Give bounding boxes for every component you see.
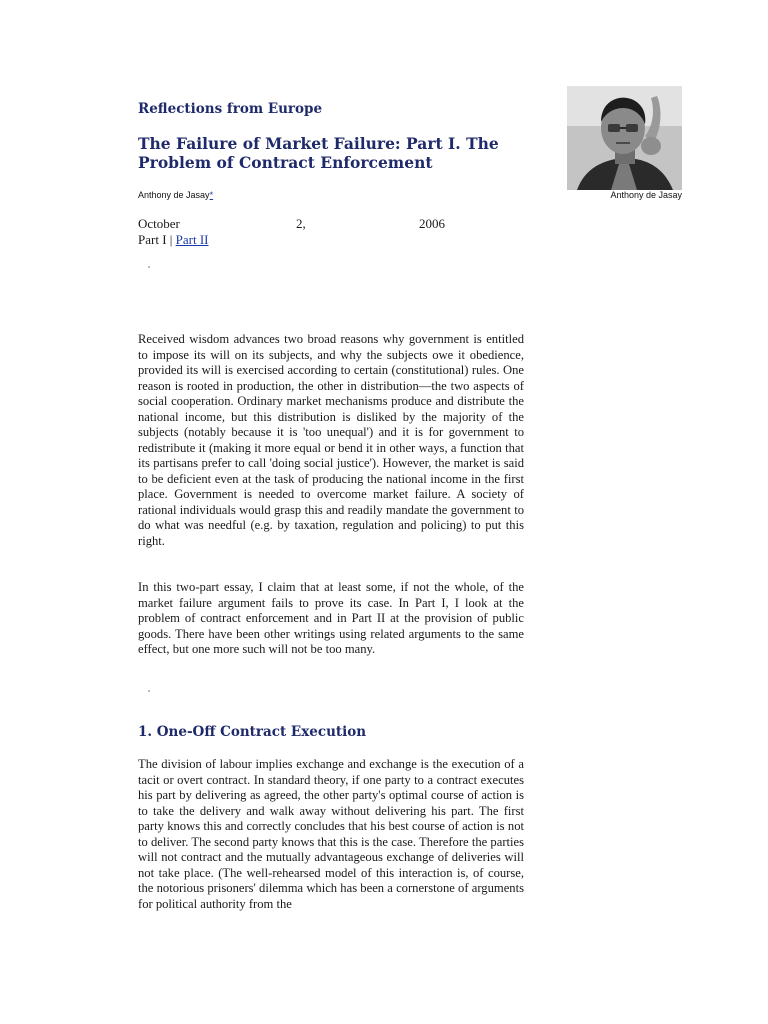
body-paragraph-3: The division of labour implies exchange and exchange is the execution of a tacit or overt contract. In standard theory, if one party to a contract executes his part by delivering as agreed, the other party's optimal course of action is to take the delivery and walk away without delivering his part. The first party knows this and correctly concludes that his best course of action is not to deliver. The second party knows that this is the case. Therefore the parties will not contract and the mutually advantageous exchange of deliveries will not take place. (The well-rehearsed model of this interaction is, of course, the notorious prisoners' dilemma which has been a cornerstone of arguments for political authority from the — [138, 757, 524, 911]
section-heading: 1. One-Off Contract Execution — [138, 724, 367, 740]
current-part-label: Part I — [138, 232, 167, 247]
body-paragraph-2: In this two-part essay, I claim that at least some, if not the whole, of the market failure argument fails to prove its case. In Part I, I look at the problem of contract enforcement and in Part II at the provision of public goods. There have been other writings using related arguments to the same effect, but one more such will not be too many. — [138, 580, 524, 656]
author-footnote-link[interactable]: * — [209, 190, 214, 200]
part-ii-link[interactable]: Part II — [175, 232, 209, 247]
section-label: Reflections from Europe — [138, 101, 323, 117]
date-year: 2006 — [419, 216, 445, 231]
part-navigation — [138, 232, 209, 248]
author-portrait-image — [567, 86, 682, 190]
spacer-dot — [148, 690, 150, 692]
article-title: The Failure of Market Failure: Part I. The Problem of Contract Enforcement — [138, 134, 499, 172]
part-separator: | — [169, 232, 173, 247]
author-name: Anthony de Jasay — [138, 190, 210, 200]
author-byline — [138, 190, 213, 200]
author-photo — [567, 86, 682, 190]
photo-caption: Anthony de Jasay — [610, 190, 682, 200]
publication-date — [138, 216, 448, 232]
date-month: October — [138, 216, 180, 231]
spacer-dot — [148, 266, 150, 268]
body-paragraph-1: Received wisdom advances two broad reasons why government is entitled to impose its will on its subjects, and why the subjects owe it obedience, provided its will is exercised according to certain (constitutional) rules. One reason is rooted in production, the other in distribution—the two aspects of social cooperation. Ordinary market mechanisms produce and distribute the national income, but this distribution is disliked by the majority of the subjects (notably because it is 'too unequal') and it is for government to redistribute it (making it more equal or bend it in other ways, a function that its partisans prefer to call 'doing social justice'). However, the market is said to be deficient even at the task of producing the national income in the first place. Government is needed to overcome market failure. A society of rational individuals would grasp this and readily mandate the government to do what was needful (e.g. by taxation, regulation and policing) to put this right. — [138, 332, 524, 548]
date-day: 2, — [296, 216, 306, 231]
